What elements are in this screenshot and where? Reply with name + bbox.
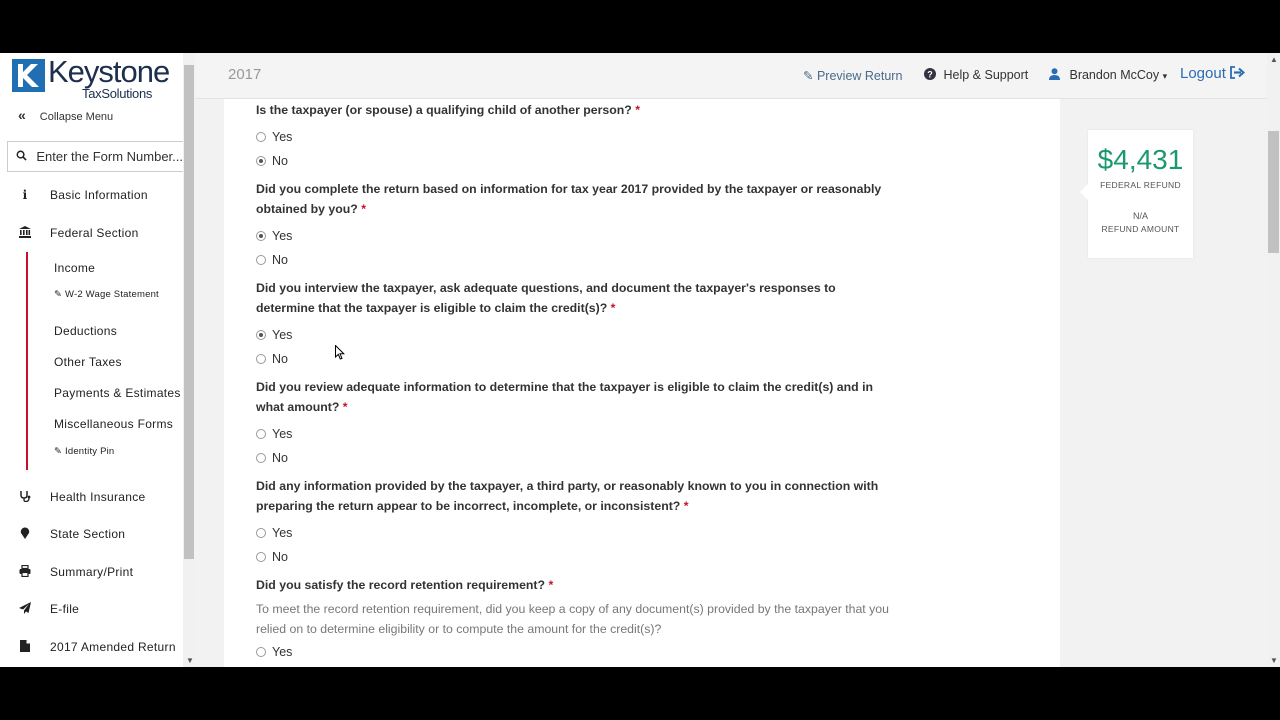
- option-label: No: [272, 154, 288, 168]
- q6-option-yes[interactable]: [256, 645, 292, 659]
- w2-label: W-2 Wage Statement: [65, 289, 159, 300]
- federal-section-indicator: [26, 252, 28, 470]
- question-text: Did you complete the return based on information for tax year 2017 provided by the taxpayer or reasonably obtained by you?: [256, 182, 882, 216]
- question-4: [256, 377, 896, 417]
- main-scrollbar[interactable]: [1267, 53, 1280, 667]
- logo-mark-icon: [12, 59, 45, 92]
- svg-text:?: ?: [927, 69, 933, 80]
- scroll-down-arrow-icon[interactable]: ▼: [186, 656, 194, 665]
- question-text: Did you interview the taxpayer, ask adequate questions, and document the taxpayer's responses to determine that the taxpayer is eligible to claim the credit(s)?: [256, 281, 836, 315]
- question-6: [256, 575, 896, 595]
- sidebar-scrollbar-thumb[interactable]: [184, 65, 194, 559]
- option-label: No: [272, 352, 288, 366]
- radio-button[interactable]: [256, 552, 266, 562]
- q3-option-yes[interactable]: [256, 328, 292, 342]
- sidebar-subitem-other-taxes[interactable]: Other Taxes: [54, 355, 122, 369]
- option-label: Yes: [272, 328, 293, 342]
- logout-button[interactable]: [1180, 65, 1245, 82]
- paperclip-icon: ✎: [803, 69, 814, 83]
- required-marker: *: [548, 578, 554, 592]
- preview-return-label: Preview Return: [816, 69, 903, 83]
- question-6-note: To meet the record retention requirement, did you keep a copy of any document(s) provided by the taxpayer that you relied on to determine eligibility or to compute the amount for the credit(s)?: [256, 602, 889, 636]
- sidebar-item-label: Basic Information: [50, 188, 148, 202]
- q5-option-yes[interactable]: [256, 526, 292, 540]
- radio-button[interactable]: [256, 453, 266, 463]
- search-icon: [16, 150, 30, 164]
- logout-label: Logout: [1180, 65, 1226, 82]
- q1-option-no[interactable]: [256, 154, 288, 168]
- collapse-menu-button[interactable]: [18, 107, 113, 123]
- bank-icon: [18, 226, 32, 241]
- required-marker: *: [610, 301, 616, 315]
- question-5: [256, 476, 896, 516]
- q4-option-no[interactable]: [256, 451, 288, 465]
- question-3: [256, 278, 896, 318]
- sign-out-icon: [1230, 65, 1245, 82]
- user-name: Brandon McCoy: [1069, 68, 1160, 82]
- identity-pin-label: Identity Pin: [65, 446, 115, 457]
- option-label: Yes: [272, 427, 293, 441]
- paperclip-icon: ✎: [54, 289, 65, 300]
- question-text: Is the taxpayer (or spouse) a qualifying child of another person?: [256, 103, 632, 117]
- file-icon: [18, 640, 32, 655]
- q1-option-yes[interactable]: [256, 130, 292, 144]
- user-menu[interactable]: [1049, 68, 1167, 82]
- sidebar-subitem-income[interactable]: Income: [54, 261, 96, 275]
- top-bar: [195, 53, 1267, 99]
- federal-refund-label: FEDERAL REFUND: [1100, 180, 1181, 190]
- sidebar-item-label: 2017 Amended Return: [50, 640, 176, 654]
- question-text: Did any information provided by the taxpayer, a third party, or reasonably known to you in connection with preparing the return appear to be incorrect, incomplete, or inconsistent?: [256, 479, 879, 513]
- scroll-down-arrow-icon[interactable]: ▼: [1270, 656, 1278, 665]
- main-scrollbar-thumb[interactable]: [1268, 131, 1279, 253]
- federal-refund-amount: $4,431: [1097, 144, 1184, 175]
- preview-return-link[interactable]: [803, 68, 902, 83]
- help-support-link[interactable]: [924, 68, 1028, 82]
- sidebar-item-label: E-file: [50, 602, 80, 616]
- caret-down-icon: ▾: [1162, 71, 1168, 81]
- mouse-cursor-icon: [335, 345, 345, 365]
- radio-button-selected[interactable]: [256, 330, 266, 340]
- option-label: No: [272, 253, 288, 267]
- card-pointer: [1080, 184, 1088, 200]
- radio-button-selected[interactable]: [256, 156, 266, 166]
- app-window: [0, 53, 1280, 667]
- print-icon: [18, 565, 32, 580]
- option-label: Yes: [272, 229, 293, 243]
- paperclip-icon: ✎: [54, 446, 65, 457]
- radio-button[interactable]: [256, 255, 266, 265]
- radio-button[interactable]: [256, 132, 266, 142]
- sidebar-item-label: State Section: [50, 527, 126, 541]
- questionnaire-panel: [224, 99, 1060, 667]
- paper-plane-icon: [18, 602, 32, 617]
- option-label: Yes: [272, 130, 293, 144]
- scroll-up-arrow-icon[interactable]: ▲: [1270, 55, 1278, 64]
- sidebar-scrollbar[interactable]: [183, 53, 195, 667]
- q2-option-no[interactable]: [256, 253, 288, 267]
- question-text: Did you satisfy the record retention requirement?: [256, 578, 546, 592]
- stethoscope-icon: [18, 490, 32, 505]
- info-icon: i: [22, 188, 28, 202]
- tax-year-label: 2017: [228, 66, 262, 83]
- radio-button[interactable]: [256, 647, 266, 657]
- q5-option-no[interactable]: [256, 550, 288, 564]
- question-1: [256, 100, 896, 120]
- logo-wordmark: Keystone: [48, 54, 170, 89]
- refund-summary-card: [1088, 130, 1193, 258]
- option-label: No: [272, 451, 288, 465]
- question-2: [256, 179, 896, 219]
- q4-option-yes[interactable]: [256, 427, 292, 441]
- radio-button-selected[interactable]: [256, 231, 266, 241]
- refund-amount-label: REFUND AMOUNT: [1101, 224, 1180, 234]
- sidebar-subitem-deductions[interactable]: Deductions: [54, 324, 118, 338]
- radio-button[interactable]: [256, 528, 266, 538]
- sidebar-item-label: Federal Section: [50, 226, 139, 240]
- question-text: Did you review adequate information to determine that the taxpayer is eligible to claim the credit(s) and in what amount?: [256, 380, 874, 414]
- q2-option-yes[interactable]: [256, 229, 292, 243]
- keystone-logo[interactable]: [12, 56, 177, 100]
- map-marker-icon: [18, 527, 32, 542]
- form-search-input[interactable]: [7, 141, 183, 172]
- required-marker: *: [683, 499, 689, 513]
- q3-option-no[interactable]: [256, 352, 288, 366]
- sidebar-subitem-identity-pin[interactable]: [54, 446, 114, 457]
- refund-amount-value: N/A: [1132, 211, 1148, 221]
- sidebar: [0, 53, 183, 667]
- option-label: Yes: [272, 526, 293, 540]
- option-label: Yes: [272, 645, 293, 659]
- logo-subtitle: TaxSolutions: [82, 86, 153, 101]
- collapse-menu-label: Collapse Menu: [39, 111, 114, 123]
- option-label: No: [272, 550, 288, 564]
- sidebar-item-label: Health Insurance: [50, 490, 146, 504]
- required-marker: *: [342, 400, 348, 414]
- double-chevron-left-icon: «: [18, 107, 26, 123]
- required-marker: *: [361, 202, 367, 216]
- sidebar-subitem-misc-forms[interactable]: Miscellaneous Forms: [54, 417, 174, 431]
- radio-button[interactable]: [256, 354, 266, 364]
- question-circle-icon: [924, 68, 939, 82]
- radio-button[interactable]: [256, 429, 266, 439]
- search-placeholder: Enter the Form Number...: [36, 149, 184, 164]
- help-support-label: Help & Support: [943, 68, 1029, 82]
- user-icon: [1049, 68, 1063, 82]
- sidebar-item-label: Summary/Print: [50, 565, 134, 579]
- sidebar-subitem-w2[interactable]: [54, 289, 159, 300]
- required-marker: *: [635, 103, 641, 117]
- sidebar-subitem-payments[interactable]: Payments & Estimates: [54, 386, 181, 400]
